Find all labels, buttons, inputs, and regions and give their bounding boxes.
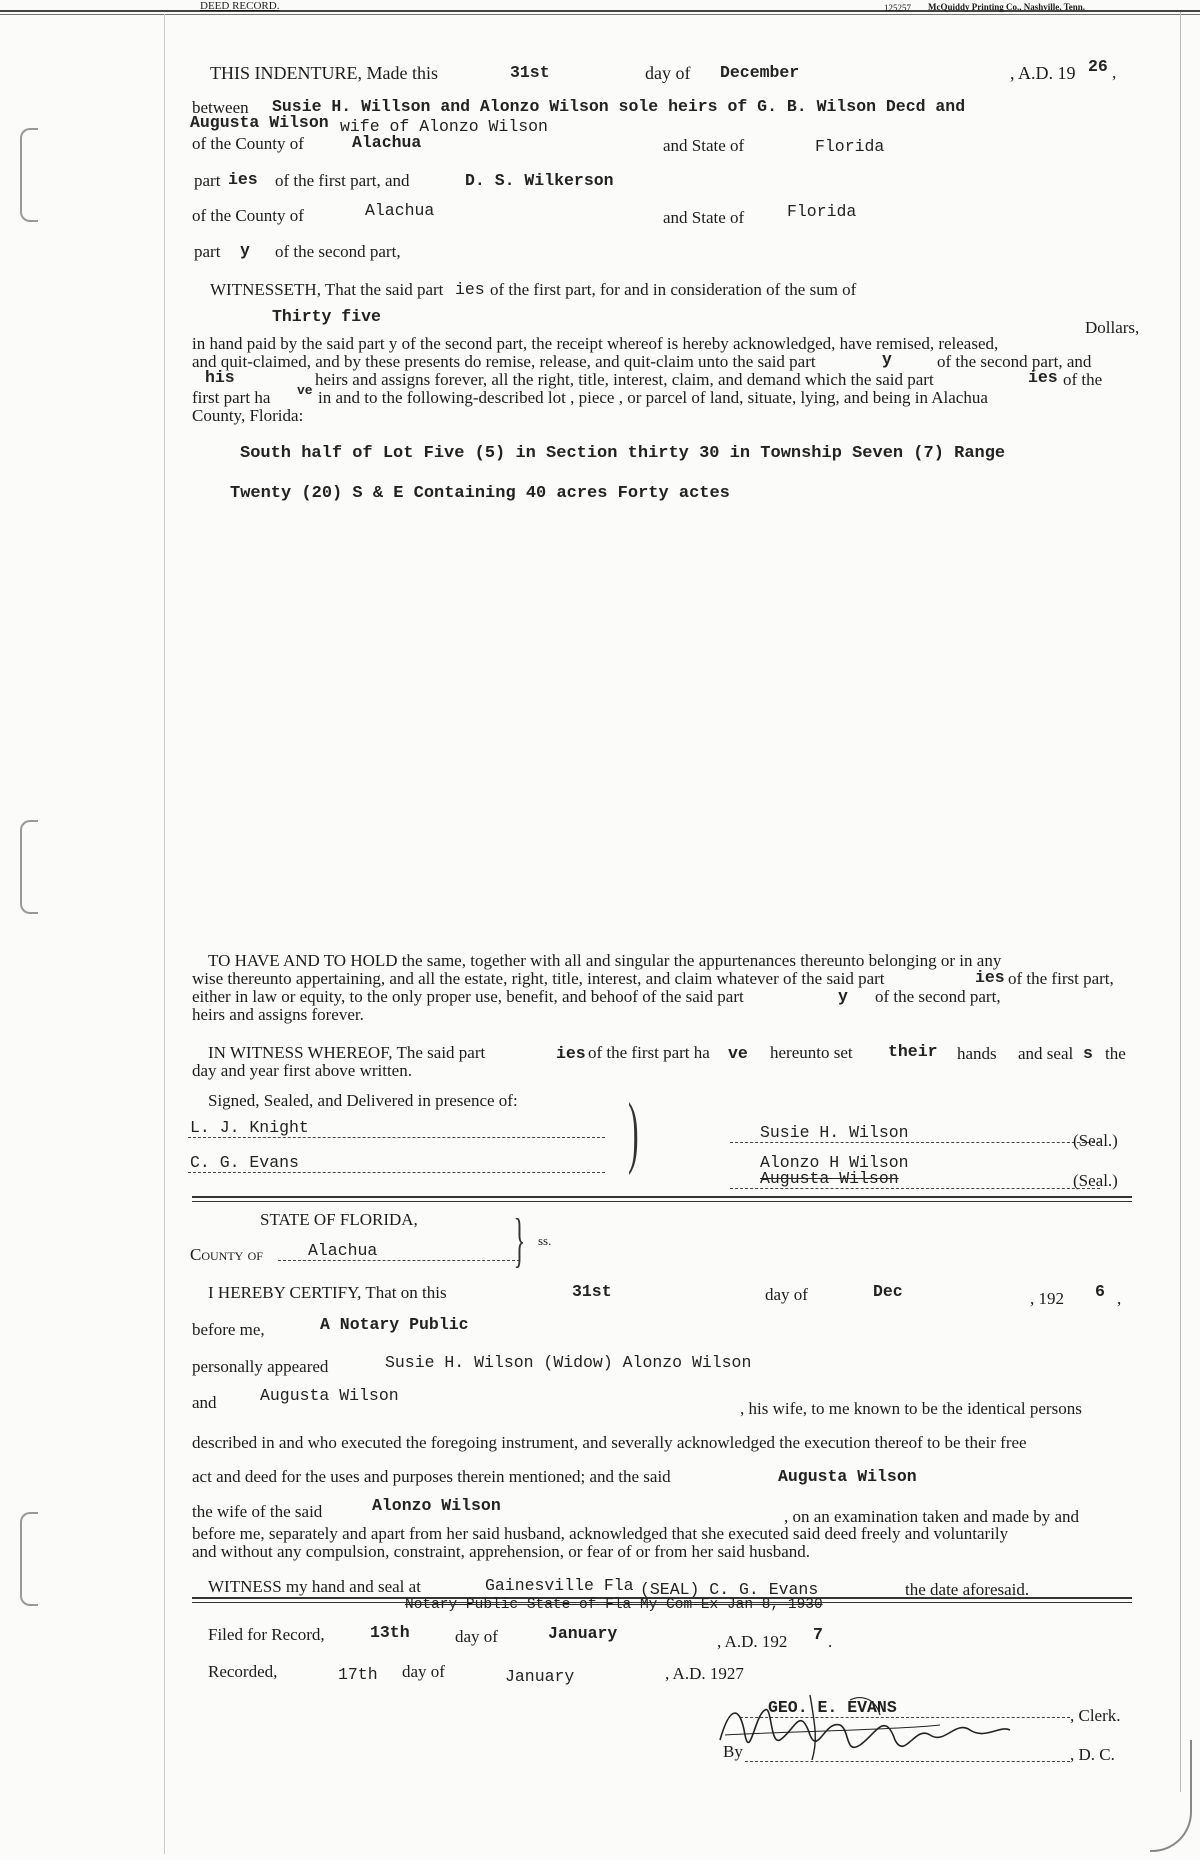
witnesseth-ies: ies [455,280,485,299]
filed-period: . [828,1632,833,1651]
wife-name: Augusta Wilson [260,1386,399,1405]
printer-name: McQuiddy Printing Co., Nashville, Tenn. [928,2,1086,12]
county-1: Alachua [352,133,422,152]
witnesseth-line1a: WITNESSETH, That the said part [210,280,444,299]
state-of-label-2: and State of [663,208,745,227]
seal2: (Seal.) [1073,1171,1118,1190]
acknowledgment-day: 31st [572,1282,612,1301]
wife-of-label: the wife of the said [192,1502,323,1521]
binder-hole-top [20,128,38,222]
filed-day: 13th [370,1623,410,1642]
exam-line1: , on an examination taken and made by and [784,1507,1080,1526]
left-margin-line [164,14,165,1854]
binder-hole-bottom [20,1512,38,1606]
presence-label: Signed, Sealed, and Delivered in presence of: [208,1091,518,1110]
ss-label: ss. [538,1233,552,1248]
month-value: December [720,63,800,82]
testimonium-line1b: of the first part ha [588,1043,710,1062]
witnesseth-line5-ies: ies [1028,368,1058,387]
first-part-label: of the first part, and [275,171,410,190]
acknowledgment-comma: , [1117,1289,1122,1308]
habendum-line3b: of the second part, [875,987,1001,1006]
his: his [205,368,235,387]
witnesseth-line6a: first part ha [192,388,271,407]
seal1: (Seal.) [1073,1131,1118,1150]
husband-name: Alonzo Wilson [372,1496,501,1515]
witness2-signature: C. G. Evans [188,1153,605,1173]
habendum-line2b: of the first part, [1008,969,1114,988]
dc-label: , D. C. [1070,1745,1115,1764]
county-of-label-2: of the County of [192,206,304,225]
right-margin-line [1180,12,1181,1792]
and-label: and [192,1393,217,1412]
second-part-label: of the second part, [275,242,401,261]
notary-commission-line: Notary Public State of Fla My Com Ex Jan 8, 1930 [405,1597,823,1613]
year-suffix: 26 [1088,57,1108,76]
witness-hand-label: WITNESS my hand and seal at [208,1577,421,1596]
described-line2: act and deed for the uses and purposes therein mentioned; and the said [192,1467,671,1486]
part1-suffix: ies [228,170,258,189]
personally-appeared-label: personally appeared [192,1357,329,1376]
testimonium-seal-label: and seal [1018,1044,1074,1063]
acknowledgment-county: Alachua [278,1241,520,1261]
exam-line2: before me, separately and apart from her said husband, acknowledged that she executed said deed freely and voluntarily [192,1524,1009,1543]
clerk-name: GEO. E. EVANS [740,1698,1070,1718]
acknowledgment-rule-top [192,1196,1132,1198]
part2-suffix: y [240,241,250,260]
testimonium-seal-s: s [1083,1044,1093,1063]
grantor1-signature: Susie H. Wilson [730,1123,1100,1143]
recorded-ad: , A.D. 1927 [665,1664,744,1683]
description-line1: South half of Lot Five (5) in Section thirty 30 in Township Seven (7) Range [240,444,1006,463]
bottom-curve [1150,1740,1192,1852]
recorded-label: Recorded, [208,1662,278,1681]
habendum-line2-ies: ies [975,968,1005,987]
county-label: County of [190,1245,263,1264]
testimonium-line2: day and year first above written. [192,1061,412,1080]
filed-label: Filed for Record, [208,1625,325,1644]
dollars-label: Dollars, [1085,318,1140,337]
appeared-persons: Susie H. Wilson (Widow) Alonzo Wilson [385,1353,752,1372]
first-party-line1: Susie H. Willson and Alonzo Wilson sole heirs of G. B. Wilson Decd and [272,97,966,116]
second-party: D. S. Wilkerson [465,171,614,190]
county-of-label-1: of the County of [192,134,304,153]
made-this-label: THIS INDENTURE, Made this [210,63,438,83]
witnesseth-line4-y: y [882,350,892,369]
between-label: between [192,98,249,117]
brace-1: ) [627,1088,639,1176]
habendum-line3a: either in law or equity, to the only proper use, benefit, and behoof of the said part [192,987,744,1006]
part-label-1: part [194,171,221,190]
date-aforesaid: the date aforesaid. [905,1580,1030,1599]
top-border-inner [0,14,1200,15]
ad-label: , A.D. 19 [1010,63,1076,83]
testimonium-the: the [1105,1044,1126,1063]
by-label: By [723,1742,743,1761]
filed-month: January [548,1624,618,1643]
grantor3-signature: Augusta Wilson [730,1169,1100,1189]
brace-2: } [513,1207,526,1273]
habendum-line4: heirs and assigns forever. [192,1005,364,1024]
testimonium-ies: ies [556,1044,586,1063]
witnesseth-line6b: in and to the following-described lot , piece , or parcel of land, situate, lying, and being in Alachua [318,388,988,407]
testimonium-line1a: IN WITNESS WHEREOF, The said part [208,1043,486,1062]
witnesseth-line3: in hand paid by the said part y of the second part, the receipt whereof is hereby acknowledged, have remised, released, [192,334,999,353]
testimonium-line1c: hereunto set [770,1043,853,1062]
acknowledgment-year: , 192 [1030,1289,1064,1308]
testimonium-their: their [888,1042,938,1061]
year-comma: , [1112,63,1117,82]
filed-day-of: day of [455,1627,498,1646]
grantor2-signature: Alonzo H Wilson [760,1153,909,1172]
recorded-day: 17th [338,1665,378,1684]
habendum-line1: TO HAVE AND TO HOLD the same, together with all and singular the appurtenances thereunto belonging or in any [208,951,1002,970]
witnesseth-line1b: of the first part, for and in consideration of the sum of [490,280,857,299]
state-1: Florida [815,137,885,156]
acknowledgment-day-of: day of [765,1285,808,1304]
clerk-label: , Clerk. [1070,1706,1121,1725]
part-label-2: part [194,242,221,261]
acknowledgment-rule-bottom [192,1201,1132,1202]
witnesseth-line4b: of the second part, and [937,352,1092,371]
officer-title: A Notary Public [320,1315,469,1334]
book-title: DEED RECORD. [200,0,280,12]
acknowledgment-month: Dec [873,1282,903,1301]
witnesseth-line5: heirs and assigns forever, all the right, title, interest, claim, and demand which the said part [315,370,934,389]
witnesseth-line4a: and quit-claimed, and by these presents do remise, release, and quit-claim unto the said part [192,352,816,371]
witnesseth-line6-ve: ve [297,383,313,398]
witnesseth-line5-end: of the [1063,370,1103,389]
state-of-florida: STATE OF FLORIDA, [260,1210,418,1229]
printer-number: 125257 [884,3,911,13]
filed-ad: , A.D. 192 [717,1632,788,1651]
habendum-line3-y: y [838,987,848,1006]
day-of-label: day of [645,63,691,83]
witness-place: Gainesville Fla [485,1576,634,1595]
acknowledgment-year-suffix: 6 [1095,1282,1105,1301]
before-me-label: before me, [192,1320,265,1339]
state-of-label-1: and State of [663,136,745,155]
recorded-day-of: day of [402,1662,445,1681]
binder-hole-middle [20,820,38,914]
day-value: 31st [510,63,550,82]
deputy-clerk-signature [700,1685,1020,1765]
first-party-line2: Augusta Wilson [190,113,329,132]
exam-line3: and without any compulsion, constraint, apprehension, or fear of or from her said husband. [192,1542,810,1561]
county-2: Alachua [365,201,435,220]
his-wife-label: , his wife, to me known to be the identical persons [740,1399,1082,1418]
consideration-amount: Thirty five [272,307,381,326]
recorded-month: January [505,1667,575,1686]
state-2: Florida [787,202,857,221]
first-party-wife: wife of Alonzo Wilson [340,117,548,136]
filed-year-suffix: 7 [813,1625,823,1644]
witness1-signature: L. J. Knight [188,1118,605,1138]
description-line2: Twenty (20) S & E Containing 40 acres Forty actes [230,484,730,503]
certify-label: I HEREBY CERTIFY, That on this [208,1283,447,1302]
notary-seal-signature: (SEAL) C. G. Evans [640,1580,819,1599]
habendum-line2a: wise thereunto appertaining, and all the estate, right, title, interest, and claim whatever of the said part [192,969,885,988]
testimonium-hands: hands [957,1044,997,1063]
witnesseth-line7: County, Florida: [192,406,304,425]
testimonium-ve: ve [728,1044,748,1063]
said-wife: Augusta Wilson [778,1467,917,1486]
described-line1: described in and who executed the foregoing instrument, and severally acknowledged the execution thereof to be their free [192,1433,1027,1452]
